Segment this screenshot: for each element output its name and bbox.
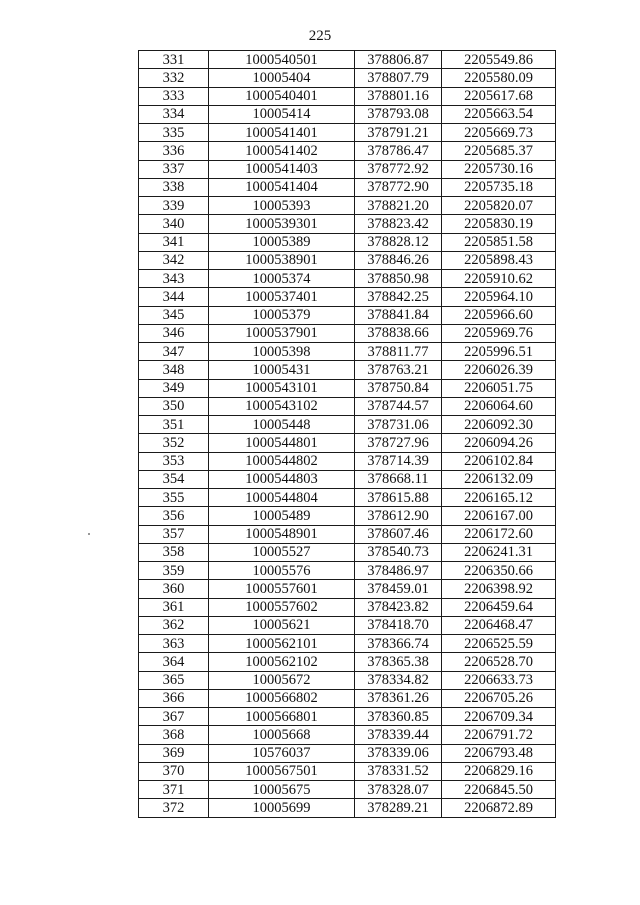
y-coordinate-cell: 2206172.60 [442, 525, 556, 543]
x-coordinate-cell: 378361.26 [355, 689, 442, 707]
table-row [139, 671, 556, 689]
point-id-cell: 10005404 [209, 69, 355, 87]
table-row [139, 105, 556, 123]
table-row [139, 416, 556, 434]
row-number-cell: 368 [139, 726, 209, 744]
x-coordinate-cell: 378772.90 [355, 178, 442, 196]
y-coordinate-cell: 2205549.86 [442, 51, 556, 69]
row-number-cell: 356 [139, 507, 209, 525]
x-coordinate-cell: 378731.06 [355, 416, 442, 434]
y-coordinate-cell: 2206165.12 [442, 489, 556, 507]
table-row [139, 251, 556, 269]
point-id-cell: 1000562102 [209, 653, 355, 671]
table-row [139, 142, 556, 160]
point-id-cell: 1000540501 [209, 51, 355, 69]
y-coordinate-cell: 2206528.70 [442, 653, 556, 671]
table-row [139, 434, 556, 452]
x-coordinate-cell: 378423.82 [355, 598, 442, 616]
row-number-cell: 370 [139, 762, 209, 780]
x-coordinate-cell: 378791.21 [355, 124, 442, 142]
point-id-cell: 1000543102 [209, 397, 355, 415]
row-number-cell: 332 [139, 69, 209, 87]
y-coordinate-cell: 2205685.37 [442, 142, 556, 160]
point-id-cell: 1000539301 [209, 215, 355, 233]
stray-mark [88, 533, 90, 535]
point-id-cell: 10005489 [209, 507, 355, 525]
row-number-cell: 333 [139, 87, 209, 105]
table-row [139, 215, 556, 233]
table-row [139, 744, 556, 762]
point-id-cell: 1000562101 [209, 635, 355, 653]
point-id-cell: 1000543101 [209, 379, 355, 397]
y-coordinate-cell: 2205617.68 [442, 87, 556, 105]
y-coordinate-cell: 2206051.75 [442, 379, 556, 397]
point-id-cell: 10005398 [209, 343, 355, 361]
row-number-cell: 357 [139, 525, 209, 543]
point-id-cell: 10005389 [209, 233, 355, 251]
y-coordinate-cell: 2205669.73 [442, 124, 556, 142]
y-coordinate-cell: 2206026.39 [442, 361, 556, 379]
table-row [139, 197, 556, 215]
x-coordinate-cell: 378806.87 [355, 51, 442, 69]
row-number-cell: 337 [139, 160, 209, 178]
table-row [139, 689, 556, 707]
y-coordinate-cell: 2206872.89 [442, 799, 556, 817]
x-coordinate-cell: 378744.57 [355, 397, 442, 415]
y-coordinate-cell: 2205966.60 [442, 306, 556, 324]
point-id-cell: 10005576 [209, 562, 355, 580]
x-coordinate-cell: 378668.11 [355, 470, 442, 488]
row-number-cell: 347 [139, 343, 209, 361]
x-coordinate-cell: 378750.84 [355, 379, 442, 397]
y-coordinate-cell: 2206092.30 [442, 416, 556, 434]
y-coordinate-cell: 2206709.34 [442, 708, 556, 726]
x-coordinate-cell: 378459.01 [355, 580, 442, 598]
row-number-cell: 354 [139, 470, 209, 488]
point-id-cell: 10576037 [209, 744, 355, 762]
row-number-cell: 345 [139, 306, 209, 324]
y-coordinate-cell: 2205910.62 [442, 270, 556, 288]
table-row [139, 543, 556, 561]
y-coordinate-cell: 2205580.09 [442, 69, 556, 87]
y-coordinate-cell: 2206633.73 [442, 671, 556, 689]
table-body [139, 51, 556, 818]
row-number-cell: 362 [139, 616, 209, 634]
table-row [139, 635, 556, 653]
x-coordinate-cell: 378838.66 [355, 324, 442, 342]
x-coordinate-cell: 378842.25 [355, 288, 442, 306]
x-coordinate-cell: 378807.79 [355, 69, 442, 87]
table-row [139, 708, 556, 726]
point-id-cell: 10005621 [209, 616, 355, 634]
point-id-cell: 10005431 [209, 361, 355, 379]
x-coordinate-cell: 378846.26 [355, 251, 442, 269]
y-coordinate-cell: 2205964.10 [442, 288, 556, 306]
table-row [139, 781, 556, 799]
table-row [139, 726, 556, 744]
y-coordinate-cell: 2206705.26 [442, 689, 556, 707]
x-coordinate-cell: 378334.82 [355, 671, 442, 689]
coordinates-table [138, 50, 556, 818]
y-coordinate-cell: 2206525.59 [442, 635, 556, 653]
x-coordinate-cell: 378365.38 [355, 653, 442, 671]
row-number-cell: 339 [139, 197, 209, 215]
row-number-cell: 365 [139, 671, 209, 689]
row-number-cell: 343 [139, 270, 209, 288]
table-row [139, 306, 556, 324]
x-coordinate-cell: 378540.73 [355, 543, 442, 561]
y-coordinate-cell: 2206793.48 [442, 744, 556, 762]
y-coordinate-cell: 2205830.19 [442, 215, 556, 233]
point-id-cell: 1000544803 [209, 470, 355, 488]
table-row [139, 178, 556, 196]
table-row [139, 87, 556, 105]
y-coordinate-cell: 2206459.64 [442, 598, 556, 616]
point-id-cell: 1000566801 [209, 708, 355, 726]
y-coordinate-cell: 2205851.58 [442, 233, 556, 251]
x-coordinate-cell: 378328.07 [355, 781, 442, 799]
point-id-cell: 10005379 [209, 306, 355, 324]
x-coordinate-cell: 378339.44 [355, 726, 442, 744]
table-row [139, 233, 556, 251]
x-coordinate-cell: 378418.70 [355, 616, 442, 634]
table-row [139, 562, 556, 580]
table-row [139, 324, 556, 342]
table-row [139, 470, 556, 488]
row-number-cell: 334 [139, 105, 209, 123]
y-coordinate-cell: 2205820.07 [442, 197, 556, 215]
point-id-cell: 10005668 [209, 726, 355, 744]
point-id-cell: 1000538901 [209, 251, 355, 269]
y-coordinate-cell: 2206829.16 [442, 762, 556, 780]
point-id-cell: 10005374 [209, 270, 355, 288]
table-row [139, 653, 556, 671]
row-number-cell: 350 [139, 397, 209, 415]
y-coordinate-cell: 2205735.18 [442, 178, 556, 196]
table-row [139, 379, 556, 397]
y-coordinate-cell: 2206791.72 [442, 726, 556, 744]
y-coordinate-cell: 2206094.26 [442, 434, 556, 452]
row-number-cell: 340 [139, 215, 209, 233]
table-row [139, 507, 556, 525]
row-number-cell: 360 [139, 580, 209, 598]
x-coordinate-cell: 378828.12 [355, 233, 442, 251]
x-coordinate-cell: 378821.20 [355, 197, 442, 215]
point-id-cell: 10005672 [209, 671, 355, 689]
row-number-cell: 341 [139, 233, 209, 251]
table-row [139, 598, 556, 616]
point-id-cell: 1000541403 [209, 160, 355, 178]
row-number-cell: 369 [139, 744, 209, 762]
row-number-cell: 344 [139, 288, 209, 306]
y-coordinate-cell: 2206398.92 [442, 580, 556, 598]
point-id-cell: 1000557602 [209, 598, 355, 616]
page-number: 225 [308, 28, 332, 44]
table-row [139, 762, 556, 780]
row-number-cell: 359 [139, 562, 209, 580]
table-row [139, 270, 556, 288]
x-coordinate-cell: 378366.74 [355, 635, 442, 653]
y-coordinate-cell: 2206350.66 [442, 562, 556, 580]
row-number-cell: 346 [139, 324, 209, 342]
y-coordinate-cell: 2206132.09 [442, 470, 556, 488]
point-id-cell: 1000544804 [209, 489, 355, 507]
point-id-cell: 1000548901 [209, 525, 355, 543]
point-id-cell: 1000541401 [209, 124, 355, 142]
x-coordinate-cell: 378763.21 [355, 361, 442, 379]
y-coordinate-cell: 2206102.84 [442, 452, 556, 470]
x-coordinate-cell: 378714.39 [355, 452, 442, 470]
table-row [139, 288, 556, 306]
table-row [139, 452, 556, 470]
y-coordinate-cell: 2206241.31 [442, 543, 556, 561]
table-row [139, 69, 556, 87]
point-id-cell: 1000541402 [209, 142, 355, 160]
x-coordinate-cell: 378727.96 [355, 434, 442, 452]
row-number-cell: 342 [139, 251, 209, 269]
y-coordinate-cell: 2205663.54 [442, 105, 556, 123]
point-id-cell: 1000541404 [209, 178, 355, 196]
x-coordinate-cell: 378612.90 [355, 507, 442, 525]
table-row [139, 616, 556, 634]
table-row [139, 343, 556, 361]
x-coordinate-cell: 378615.88 [355, 489, 442, 507]
table-row [139, 489, 556, 507]
x-coordinate-cell: 378289.21 [355, 799, 442, 817]
y-coordinate-cell: 2206845.50 [442, 781, 556, 799]
point-id-cell: 1000540401 [209, 87, 355, 105]
x-coordinate-cell: 378811.77 [355, 343, 442, 361]
row-number-cell: 372 [139, 799, 209, 817]
table-row [139, 361, 556, 379]
table-row [139, 580, 556, 598]
row-number-cell: 371 [139, 781, 209, 799]
y-coordinate-cell: 2205730.16 [442, 160, 556, 178]
row-number-cell: 352 [139, 434, 209, 452]
x-coordinate-cell: 378850.98 [355, 270, 442, 288]
row-number-cell: 351 [139, 416, 209, 434]
y-coordinate-cell: 2205898.43 [442, 251, 556, 269]
point-id-cell: 10005527 [209, 543, 355, 561]
row-number-cell: 355 [139, 489, 209, 507]
x-coordinate-cell: 378841.84 [355, 306, 442, 324]
y-coordinate-cell: 2206064.60 [442, 397, 556, 415]
table-row [139, 525, 556, 543]
point-id-cell: 1000566802 [209, 689, 355, 707]
row-number-cell: 348 [139, 361, 209, 379]
x-coordinate-cell: 378339.06 [355, 744, 442, 762]
point-id-cell: 1000544801 [209, 434, 355, 452]
point-id-cell: 1000537901 [209, 324, 355, 342]
row-number-cell: 363 [139, 635, 209, 653]
row-number-cell: 361 [139, 598, 209, 616]
x-coordinate-cell: 378786.47 [355, 142, 442, 160]
x-coordinate-cell: 378793.08 [355, 105, 442, 123]
row-number-cell: 364 [139, 653, 209, 671]
x-coordinate-cell: 378607.46 [355, 525, 442, 543]
x-coordinate-cell: 378823.42 [355, 215, 442, 233]
x-coordinate-cell: 378801.16 [355, 87, 442, 105]
y-coordinate-cell: 2206167.00 [442, 507, 556, 525]
y-coordinate-cell: 2205969.76 [442, 324, 556, 342]
row-number-cell: 366 [139, 689, 209, 707]
row-number-cell: 338 [139, 178, 209, 196]
x-coordinate-cell: 378360.85 [355, 708, 442, 726]
row-number-cell: 353 [139, 452, 209, 470]
x-coordinate-cell: 378486.97 [355, 562, 442, 580]
point-id-cell: 10005414 [209, 105, 355, 123]
point-id-cell: 10005448 [209, 416, 355, 434]
row-number-cell: 331 [139, 51, 209, 69]
row-number-cell: 367 [139, 708, 209, 726]
table-row [139, 51, 556, 69]
row-number-cell: 335 [139, 124, 209, 142]
row-number-cell: 336 [139, 142, 209, 160]
y-coordinate-cell: 2206468.47 [442, 616, 556, 634]
table-row [139, 160, 556, 178]
row-number-cell: 358 [139, 543, 209, 561]
point-id-cell: 10005393 [209, 197, 355, 215]
point-id-cell: 1000567501 [209, 762, 355, 780]
x-coordinate-cell: 378772.92 [355, 160, 442, 178]
table-row [139, 799, 556, 817]
x-coordinate-cell: 378331.52 [355, 762, 442, 780]
point-id-cell: 1000557601 [209, 580, 355, 598]
y-coordinate-cell: 2205996.51 [442, 343, 556, 361]
row-number-cell: 349 [139, 379, 209, 397]
point-id-cell: 1000544802 [209, 452, 355, 470]
point-id-cell: 1000537401 [209, 288, 355, 306]
point-id-cell: 10005699 [209, 799, 355, 817]
point-id-cell: 10005675 [209, 781, 355, 799]
table-row [139, 397, 556, 415]
table-row [139, 124, 556, 142]
